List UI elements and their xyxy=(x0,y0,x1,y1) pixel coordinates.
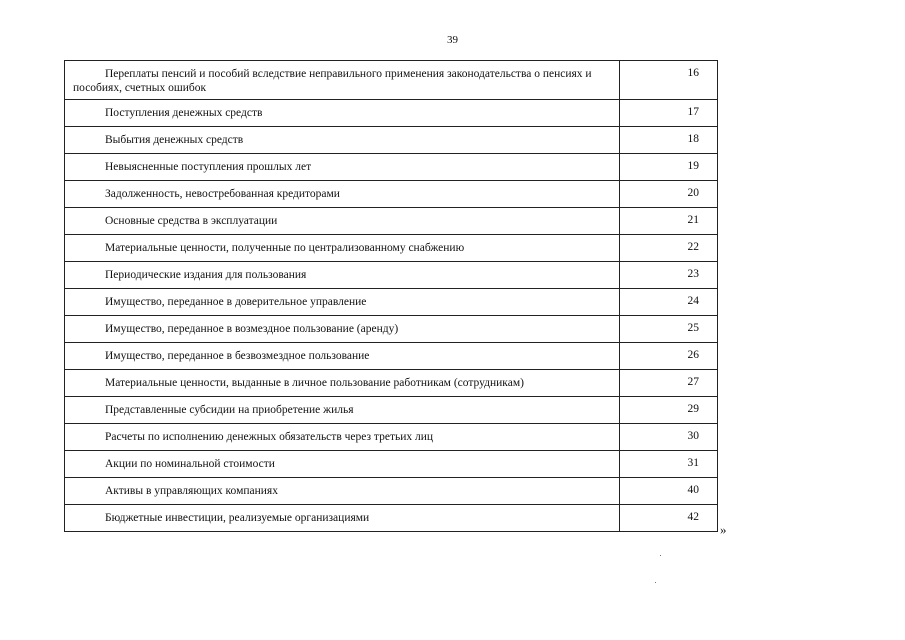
row-name: Периодические издания для пользования xyxy=(65,262,620,289)
scan-speck xyxy=(660,555,661,556)
row-code: 21 xyxy=(620,208,718,235)
row-name: Выбытия денежных средств xyxy=(65,127,620,154)
table-row xyxy=(65,424,718,451)
table-row xyxy=(65,262,718,289)
row-code: 26 xyxy=(620,343,718,370)
table-row xyxy=(65,505,718,532)
table-row xyxy=(65,478,718,505)
row-code: 16 xyxy=(620,61,718,100)
row-code: 18 xyxy=(620,127,718,154)
row-code: 24 xyxy=(620,289,718,316)
row-name: Имущество, переданное в безвозмездное пользование xyxy=(65,343,620,370)
table-row xyxy=(65,208,718,235)
row-code: 19 xyxy=(620,154,718,181)
row-code: 30 xyxy=(620,424,718,451)
table-row xyxy=(65,397,718,424)
row-code: 27 xyxy=(620,370,718,397)
table-row xyxy=(65,100,718,127)
table-row xyxy=(65,316,718,343)
row-code: 20 xyxy=(620,181,718,208)
row-name: Поступления денежных средств xyxy=(65,100,620,127)
row-code: 42 xyxy=(620,505,718,532)
row-code: 17 xyxy=(620,100,718,127)
table-row xyxy=(65,154,718,181)
row-name: Акции по номинальной стоимости xyxy=(65,451,620,478)
row-name: Переплаты пенсий и пособий вследствие неправильного применения законодательства о пенсиях и пособиях, счетных ошибок xyxy=(65,61,620,100)
row-name: Имущество, переданное в доверительное управление xyxy=(65,289,620,316)
table-row xyxy=(65,289,718,316)
row-name: Активы в управляющих компаниях xyxy=(65,478,620,505)
row-code: 40 xyxy=(620,478,718,505)
row-name: Материальные ценности, полученные по централизованному снабжению xyxy=(65,235,620,262)
row-name: Материальные ценности, выданные в личное пользование работникам (сотрудникам) xyxy=(65,370,620,397)
row-name: Бюджетные инвестиции, реализуемые организациями xyxy=(65,505,620,532)
table-row xyxy=(65,181,718,208)
table-row xyxy=(65,127,718,154)
row-name: Имущество, переданное в возмездное пользование (аренду) xyxy=(65,316,620,343)
table-row xyxy=(65,235,718,262)
row-name: Основные средства в эксплуатации xyxy=(65,208,620,235)
page-number: 39 xyxy=(447,34,458,46)
row-name: Представленные субсидии на приобретение жилья xyxy=(65,397,620,424)
table-row xyxy=(65,61,718,100)
table-row xyxy=(65,451,718,478)
row-code: 23 xyxy=(620,262,718,289)
row-code: 29 xyxy=(620,397,718,424)
row-name: Невыясненные поступления прошлых лет xyxy=(65,154,620,181)
row-code: 31 xyxy=(620,451,718,478)
row-name: Задолженность, невостребованная кредиторами xyxy=(65,181,620,208)
closing-quote: » xyxy=(720,522,727,537)
scan-speck xyxy=(655,582,656,583)
accounts-table xyxy=(64,60,718,532)
table-row xyxy=(65,343,718,370)
row-code: 22 xyxy=(620,235,718,262)
row-code: 25 xyxy=(620,316,718,343)
table-row xyxy=(65,370,718,397)
row-name: Расчеты по исполнению денежных обязательств через третьих лиц xyxy=(65,424,620,451)
